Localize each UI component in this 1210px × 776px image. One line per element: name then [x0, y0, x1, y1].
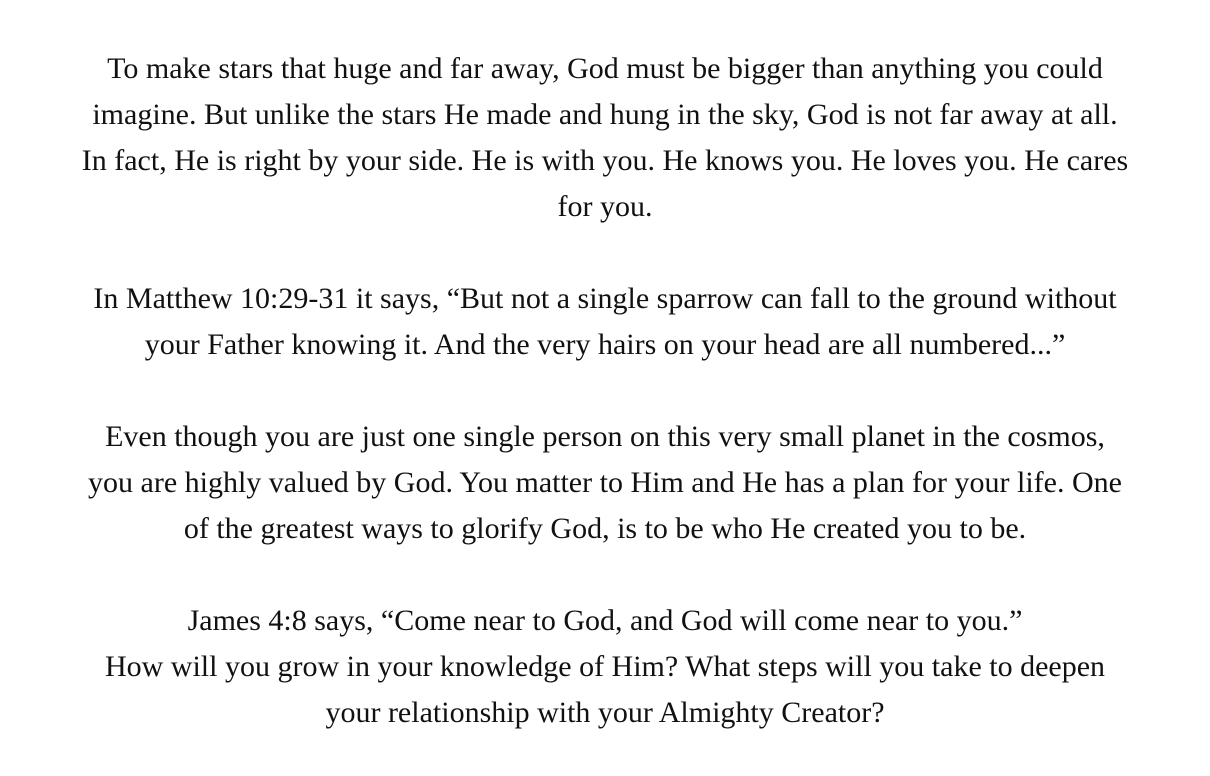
- text-line: of the greatest ways to glorify God, is to be who He created you to be.: [183, 512, 1027, 545]
- text-line: your relationship with your Almighty Creator?: [325, 696, 885, 729]
- paragraph-matthew-quote: [30, 276, 1180, 368]
- document-body: [30, 46, 1180, 736]
- text-line: How will you grow in your knowledge of Him? What steps will you take to deepen: [104, 650, 1106, 683]
- text-line: you are highly valued by God. You matter to Him and He has a plan for your life. One: [88, 466, 1122, 499]
- text-line: for you.: [557, 190, 653, 223]
- paragraph-god-near: [30, 46, 1180, 230]
- text-line: Even though you are just one single person on this very small planet in the cosmos,: [105, 420, 1105, 453]
- text-line: In Matthew 10:29-31 it says, “But not a single sparrow can fall to the ground without: [93, 282, 1117, 315]
- text-line: In fact, He is right by your side. He is with you. He knows you. He loves you. He cares: [81, 144, 1129, 177]
- text-line: your Father knowing it. And the very hairs on your head are all numbered...”: [144, 328, 1066, 361]
- text-line: James 4:8 says, “Come near to God, and God will come near to you.”: [187, 604, 1023, 637]
- paragraph-highly-valued: [30, 414, 1180, 552]
- paragraph-james-quote: [30, 598, 1180, 736]
- text-line: imagine. But unlike the stars He made and hung in the sky, God is not far away at all.: [92, 98, 1118, 131]
- text-line: To make stars that huge and far away, God must be bigger than anything you could: [107, 52, 1103, 85]
